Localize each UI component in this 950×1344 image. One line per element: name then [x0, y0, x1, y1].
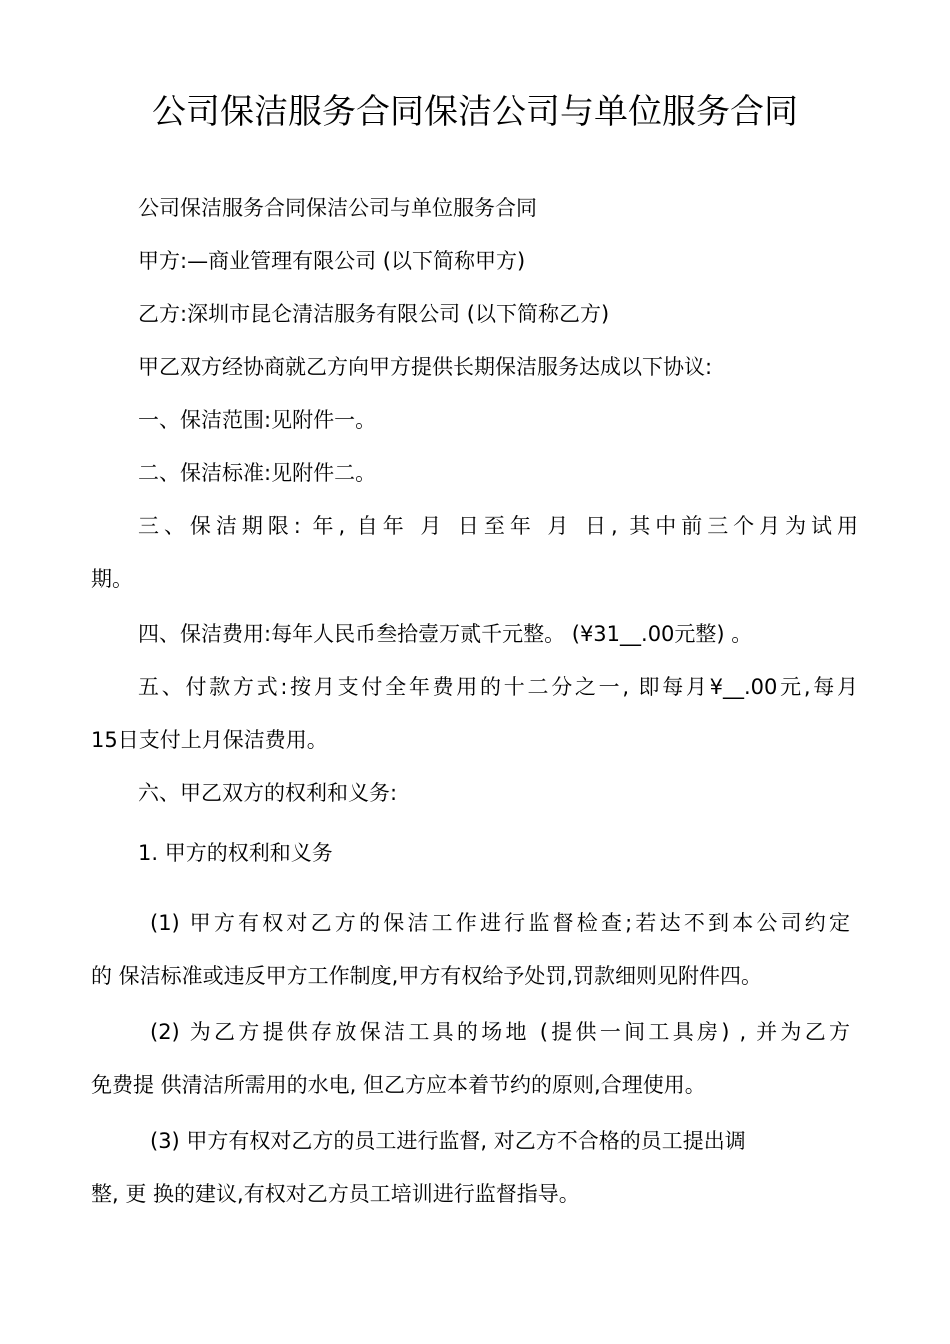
party-b: 乙方:深圳市昆仑清洁服务有限公司 (以下简称乙方)	[138, 302, 610, 326]
clause-fee: 四、保洁费用:每年人民币叁拾壹万贰千元整。 (¥31__.00元整) 。	[138, 622, 753, 646]
clause-payment-cont: 15日支付上月保洁费用。	[91, 728, 328, 752]
item-3: (3) 甲方有权对乙方的员工进行监督, 对乙方不合格的员工提出调	[150, 1129, 746, 1153]
item-2: (2) 为乙方提供存放保洁工具的场地 (提供一间工具房) , 并为乙方	[150, 1020, 850, 1044]
item-3-cont: 整, 更 换的建议,有权对乙方员工培训进行监督指导。	[91, 1182, 580, 1206]
item-1-cont: 的 保洁标准或违反甲方工作制度,甲方有权给予处罚,罚款细则见附件四。	[91, 964, 763, 988]
item-1: (1) 甲方有权对乙方的保洁工作进行监督检查;若达不到本公司约定	[150, 911, 850, 935]
clause-term: 三、保洁期限: 年, 自年 月 日至年 月 日, 其中前三个月为试用	[138, 514, 858, 538]
clause-scope: 一、保洁范围:见附件一。	[138, 408, 377, 432]
document-title: 公司保洁服务合同保洁公司与单位服务合同	[152, 92, 798, 132]
clause-standard: 二、保洁标准:见附件二。	[138, 461, 377, 485]
party-a-rights-heading: 1. 甲方的权利和义务	[138, 841, 333, 865]
agreement-intro: 甲乙双方经协商就乙方向甲方提供长期保洁服务达成以下协议:	[138, 355, 713, 379]
party-a: 甲方:—商业管理有限公司 (以下简称甲方)	[138, 249, 526, 273]
clause-term-cont: 期。	[91, 567, 133, 591]
clause-rights: 六、甲乙双方的权利和义务:	[138, 781, 398, 805]
item-2-cont: 免费提 供清洁所需用的水电, 但乙方应本着节约的原则,合理使用。	[91, 1073, 706, 1097]
clause-payment: 五、付款方式:按月支付全年费用的十二分之一, 即每月¥__.00元,每月	[138, 675, 858, 699]
contract-heading: 公司保洁服务合同保洁公司与单位服务合同	[138, 196, 537, 220]
